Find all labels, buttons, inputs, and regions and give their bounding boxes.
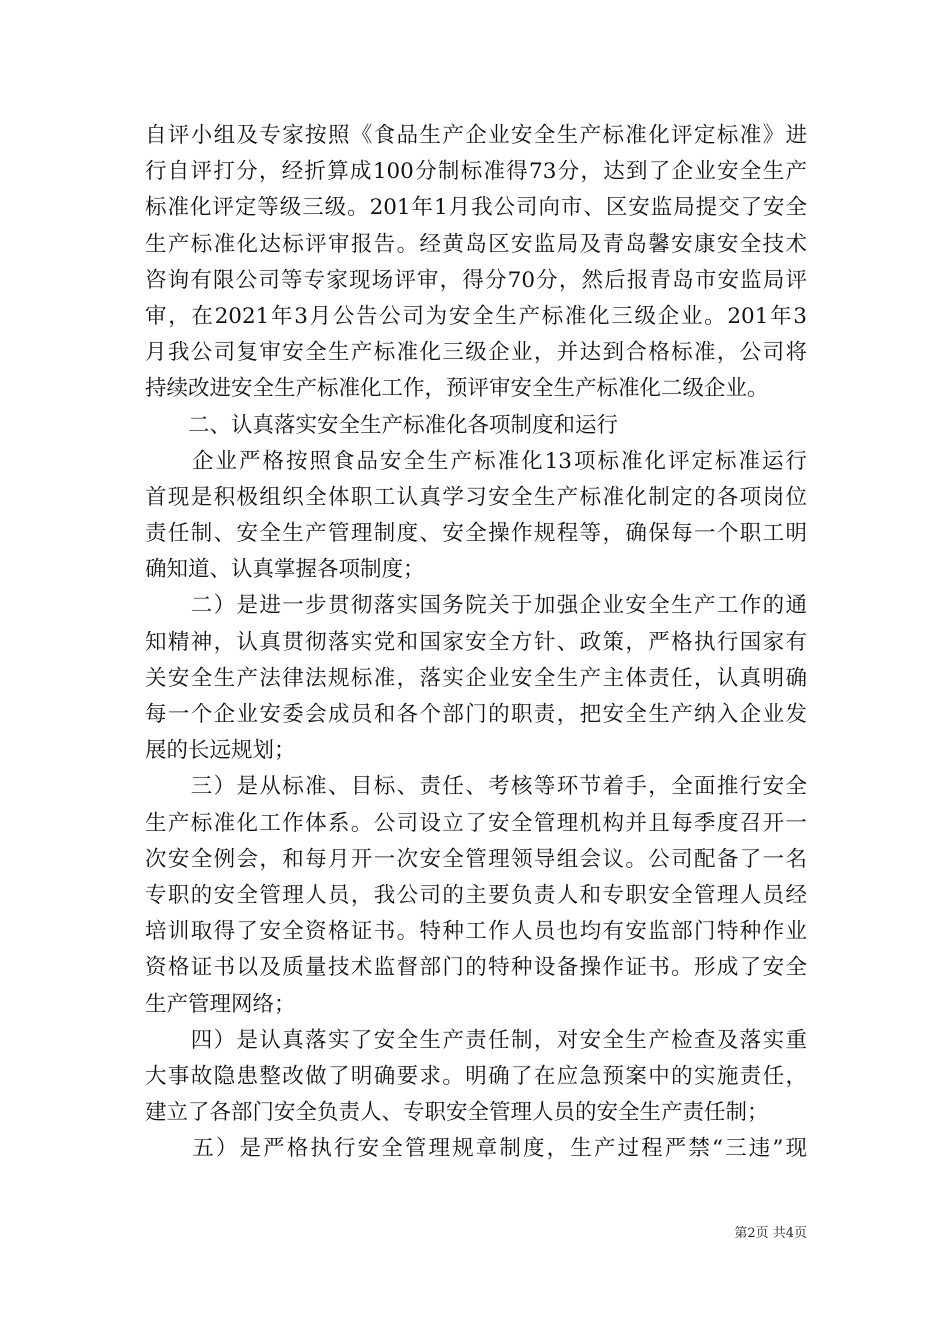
body-line: 确知道、认真掌握各项制度； [145, 557, 425, 583]
body-line: 生产标准化工作体系。公司设立了安全管理机构并且每季度召开一 [145, 810, 807, 836]
body-line: 每一个企业安委会成员和各个部门的职责，把安全生产纳入企业发 [145, 702, 807, 727]
body-line: 企业严格按照食品安全生产标准化13项标准化评定标准运行 [145, 448, 807, 474]
body-line: 自评小组及专家按照《食品生产企业安全生产标准化评定标准》进 [145, 123, 807, 148]
body-line: 大事故隐患整改做了明确要求。明确了在应急预案中的实施责任， [145, 1063, 807, 1089]
body-line: 生产标准化达标评审报告。经黄岛区安监局及青岛馨安康安全技术 [145, 231, 807, 257]
body-line: 建立了各部门安全负责人、专职安全管理人员的安全生产责任制； [145, 1100, 769, 1126]
body-line: 知精神，认真贯彻落实党和国家安全方针、政策，严格执行国家有 [145, 629, 807, 655]
body-line: 月我公司复审安全生产标准化三级企业，并达到合格标准，公司将 [145, 340, 807, 366]
body-line: 标准化评定等级三级。201年1月我公司向市、区安监局提交了安全 [145, 195, 807, 221]
body-line: 二）是进一步贯彻落实国务院关于加强企业安全生产工作的通 [145, 593, 807, 619]
body-line: 资格证书以及质量技术监督部门的特种设备操作证书。形成了安全 [145, 955, 807, 981]
body-line: 生产管理网络； [145, 991, 296, 1017]
body-line: 四）是认真落实了安全生产责任制，对安全生产检查及落实重 [145, 1027, 807, 1053]
body-line: 持续改进安全生产标准化工作，预评审安全生产标准化二级企业。 [145, 376, 769, 402]
page-number-footer: 第2页 共4页 [734, 1226, 807, 1241]
body-line: 行自评打分，经折算成100分制标准得73分，达到了企业安全生产 [145, 159, 807, 185]
body-line: 责任制、安全生产管理制度、安全操作规程等，确保每一个职工明 [145, 521, 807, 547]
body-line: 次安全例会，和每月开一次安全管理领导组会议。公司配备了一名 [145, 846, 807, 872]
body-line: 专职的安全管理人员，我公司的主要负责人和专职安全管理人员经 [145, 882, 807, 908]
document-body [145, 118, 807, 1167]
body-line: 二、认真落实安全生产标准化各项制度和运行 [145, 412, 619, 438]
body-line: 五）是严格执行安全管理规章制度，生产过程严禁“三违”现 [145, 1136, 807, 1162]
body-line: 培训取得了安全资格证书。特种工作人员也均有安监部门特种作业 [145, 919, 807, 945]
body-line: 审，在2021年3月公告公司为安全生产标准化三级企业。201年3 [145, 303, 807, 329]
body-line: 关安全生产法律法规标准，落实企业安全生产主体责任，认真明确 [145, 665, 807, 691]
body-line: 咨询有限公司等专家现场评审，得分70分，然后报青岛市安监局评 [145, 267, 807, 293]
body-line: 展的长远规划； [145, 738, 296, 764]
body-line: 三）是从标准、目标、责任、考核等环节着手，全面推行安全 [145, 774, 807, 800]
body-line: 首现是积极组织全体职工认真学习安全生产标准化制定的各项岗位 [145, 484, 807, 510]
